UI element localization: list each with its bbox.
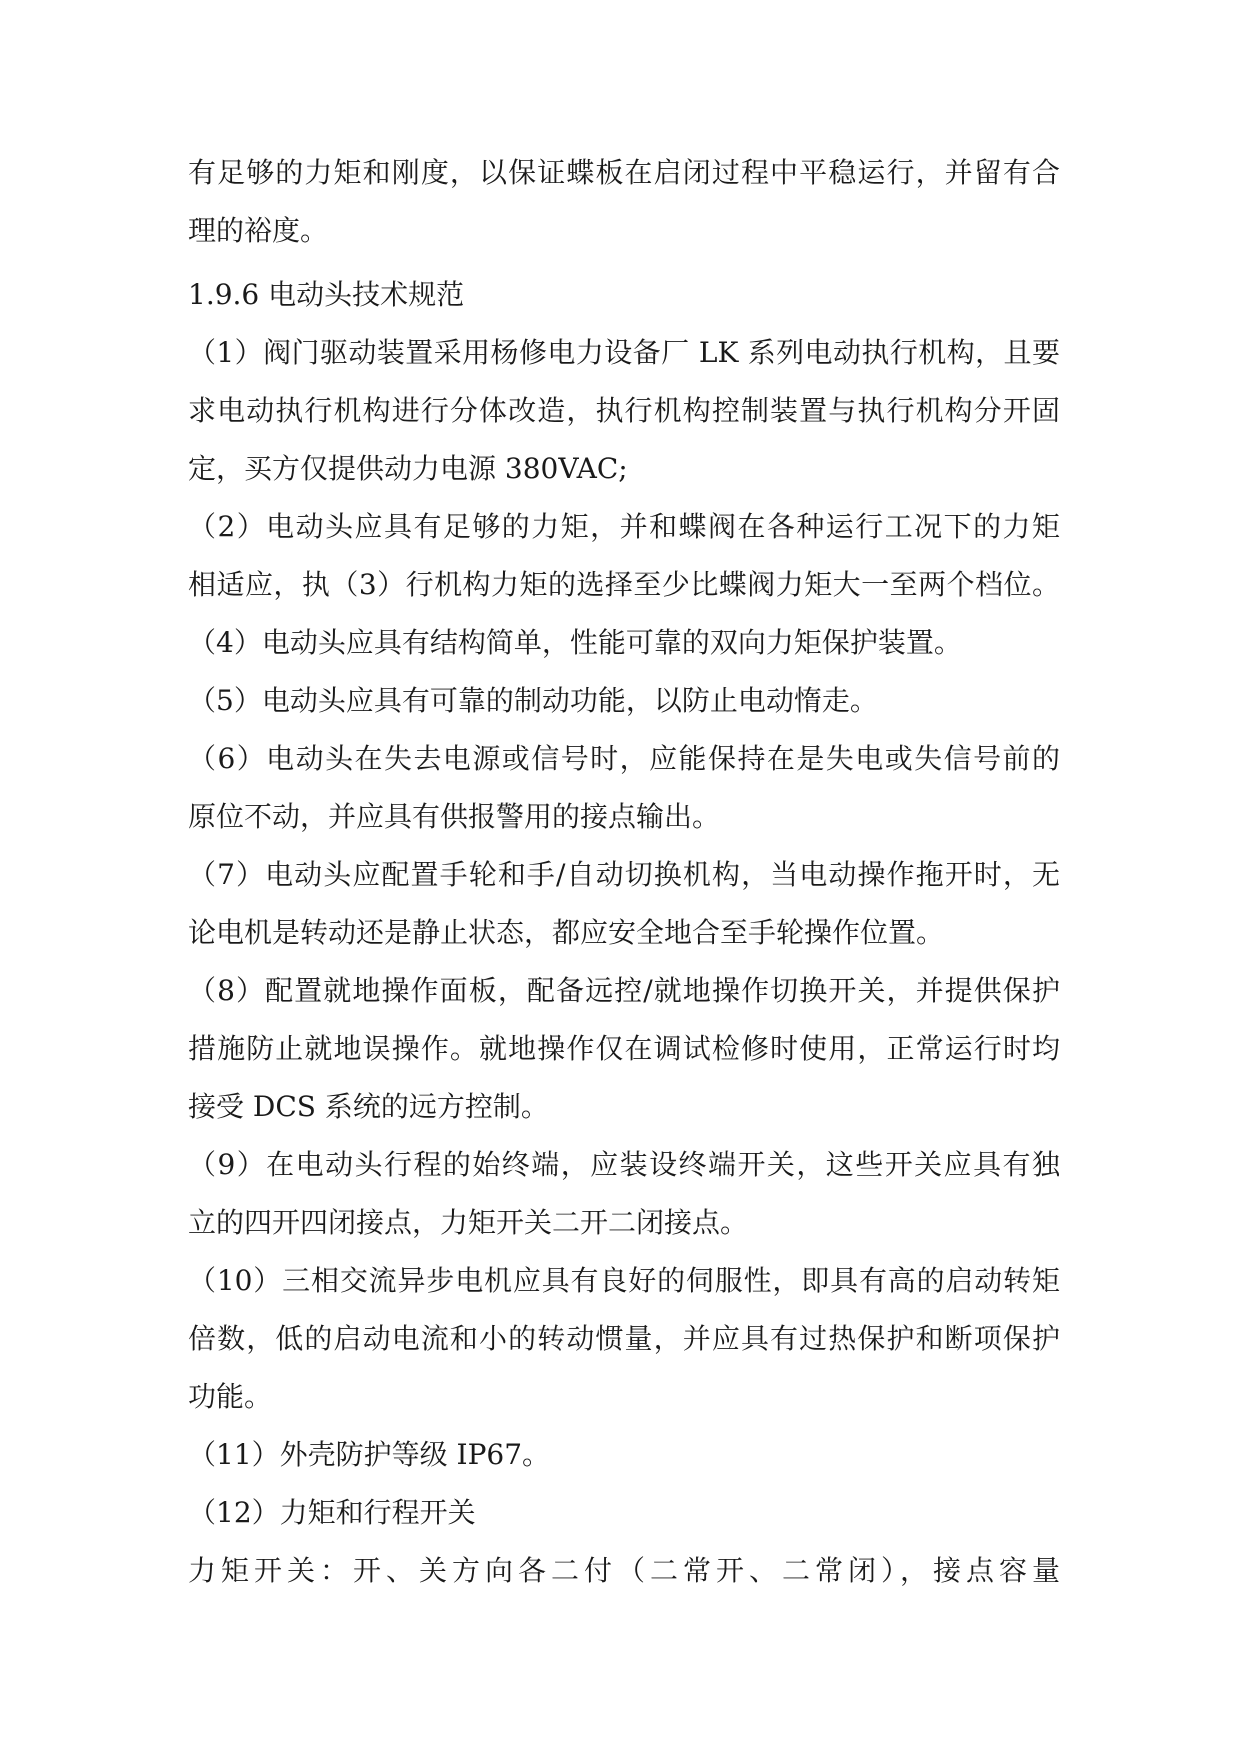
paragraph-line: （2）电动头应具有足够的力矩，并和蝶阀在各种运行工况下的力矩 xyxy=(188,510,1060,543)
paragraph-line: 接受 DCS 系统的远方控制。 xyxy=(188,1090,549,1123)
paragraph-line: 求电动执行机构进行分体改造，执行机构控制装置与执行机构分开固 xyxy=(188,394,1060,427)
paragraph-line: 立的四开四闭接点，力矩开关二开二闭接点。 xyxy=(188,1206,749,1239)
paragraph-line: （9）在电动头行程的始终端，应装设终端开关，这些开关应具有独 xyxy=(188,1148,1060,1181)
paragraph-line: 论电机是转动还是静止状态，都应安全地合至手轮操作位置。 xyxy=(188,916,945,949)
paragraph-line: （11）外壳防护等级 IP67。 xyxy=(188,1438,551,1471)
paragraph-line: （1）阀门驱动装置采用杨修电力设备厂 LK 系列电动执行机构，且要 xyxy=(188,336,1060,369)
document-body xyxy=(188,144,1060,1600)
paragraph-line: 倍数，低的启动电流和小的转动惯量，并应具有过热保护和断项保护 xyxy=(188,1322,1060,1355)
paragraph-line: 理的裕度。 xyxy=(188,214,329,247)
paragraph-line: 有足够的力矩和刚度，以保证蝶板在启闭过程中平稳运行，并留有合 xyxy=(188,156,1060,189)
paragraph-line: （4）电动头应具有结构简单，性能可靠的双向力矩保护装置。 xyxy=(188,626,962,659)
paragraph-line: 力矩开关：开、关方向各二付（二常开、二常闭），接点容量 xyxy=(188,1554,1060,1587)
paragraph-line: （5）电动头应具有可靠的制动功能，以防止电动惰走。 xyxy=(188,684,878,717)
paragraph-line: 措施防止就地误操作。就地操作仅在调试检修时使用，正常运行时均 xyxy=(188,1032,1060,1065)
paragraph-line: 相适应，执（3）行机构力矩的选择至少比蝶阀力矩大一至两个档位。 xyxy=(188,568,1060,601)
paragraph-line: 功能。 xyxy=(188,1380,273,1413)
paragraph-line: （10）三相交流异步电机应具有良好的伺服性，即具有高的启动转矩 xyxy=(188,1264,1060,1297)
paragraph-line: 原位不动，并应具有供报警用的接点输出。 xyxy=(188,800,721,833)
section-heading: 1.9.6 电动头技术规范 xyxy=(188,278,465,311)
paragraph-line: （8）配置就地操作面板，配备远控/就地操作切换开关，并提供保护 xyxy=(188,974,1060,1007)
paragraph-line: （12）力矩和行程开关 xyxy=(188,1496,476,1529)
paragraph-line: （6）电动头在失去电源或信号时，应能保持在是失电或失信号前的 xyxy=(188,742,1060,775)
paragraph-line: （7）电动头应配置手轮和手/自动切换机构，当电动操作拖开时，无 xyxy=(188,858,1060,891)
paragraph-line: 定，买方仅提供动力电源 380VAC; xyxy=(188,452,628,485)
